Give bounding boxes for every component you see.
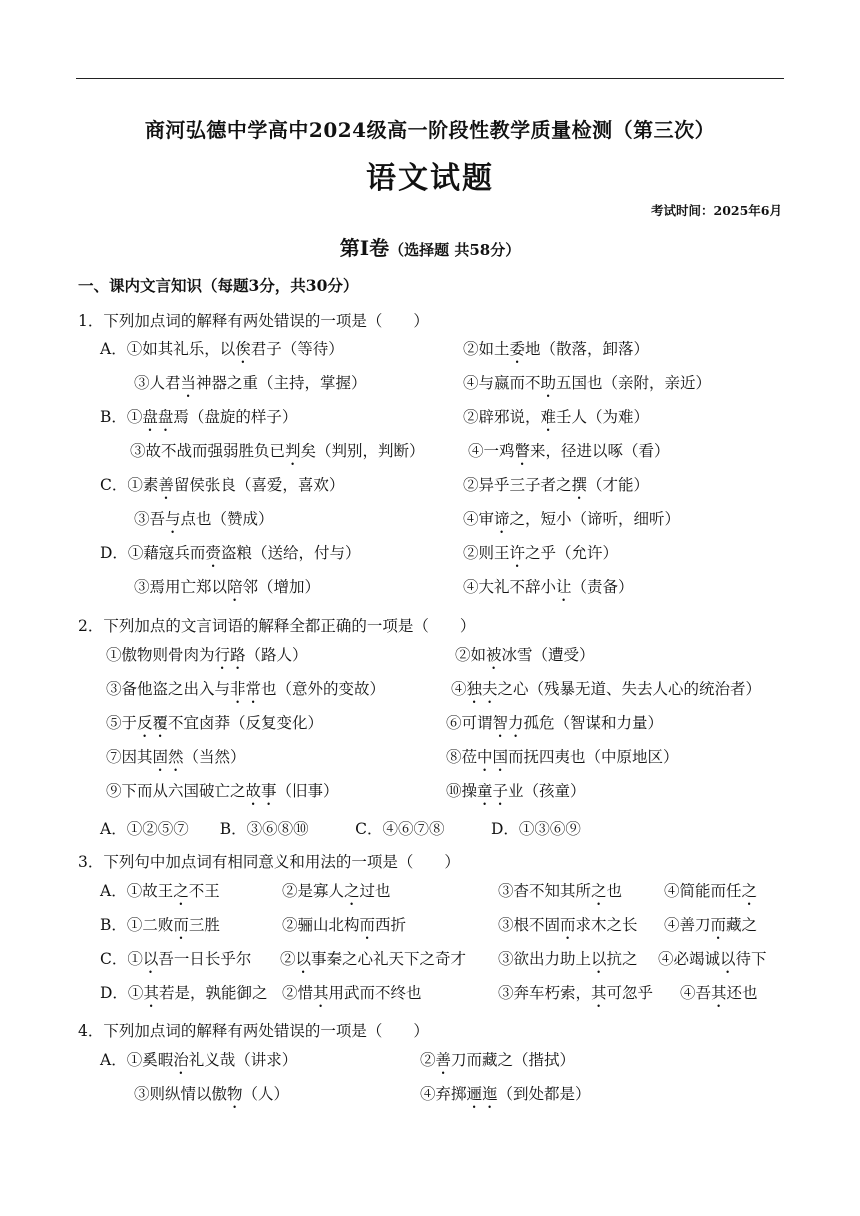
- q1-option-c-item-3: ③吾与点也（赞成）: [134, 510, 274, 528]
- q1-option-d-item-2: ②则王许之乎（允许）: [463, 544, 619, 562]
- q3-option-a-item-2: ②是寡人之过也: [282, 882, 391, 900]
- question-3-stem: 3．下列句中加点词有相同意义和用法的一项是（ ）: [78, 853, 460, 871]
- q2-item-4: ④独夫之心（残暴无道、失去人心的统治者）: [451, 680, 762, 698]
- q1-option-b-item-4: ④一鸡瞥来，径进以啄（看）: [468, 442, 670, 460]
- section-heading: 一、课内文言知识（每题3分，共30分）: [78, 276, 359, 295]
- q2-item-2: ②如被冰雪（遭受）: [455, 646, 595, 664]
- volume-heading: [0, 232, 860, 261]
- q1-option-a-item-2: ②如土委地（散落，卸落）: [463, 340, 650, 358]
- q2-item-8: ⑧莅中国而抚四夷也（中原地区）: [446, 748, 679, 766]
- q3-option-b-item-4: ④善刀而藏之: [664, 916, 758, 934]
- q1-option-b-item-3: ③故不战而强弱胜负已判矣（判别，判断）: [130, 442, 425, 460]
- q3-option-d-item-4: ④吾其还也: [680, 984, 758, 1002]
- exam-date: 考试时间：2025年6月: [651, 203, 782, 218]
- question-2-stem: 2．下列加点的文言词语的解释全都正确的一项是（ ）: [78, 617, 476, 635]
- q2-item-6: ⑥可谓智力孤危（智谋和力量）: [446, 714, 664, 732]
- q2-item-5: ⑤于反覆不宜卤莽（反复变化）: [106, 714, 324, 732]
- q2-item-1: ①傲物则骨肉为行路（路人）: [106, 646, 308, 664]
- q3-option-a-item-4: ④简能而任之: [664, 882, 758, 900]
- q1-option-d-item-4: ④大礼不辞小让（责备）: [463, 578, 634, 596]
- top-rule: [76, 78, 784, 79]
- subject-title: 语文试题: [366, 161, 494, 196]
- q3-option-c-item-2: ②以事秦之心礼天下之奇才: [280, 950, 467, 968]
- q4-option-a-item-4: ④弃掷逦迤（到处都是）: [420, 1085, 591, 1103]
- q1-option-d-item-1: D．①藉寇兵而赍盗粮（送给，付与）: [100, 544, 361, 562]
- q2-item-7: ⑦因其固然（当然）: [106, 748, 246, 766]
- question-4-stem: 4．下列加点词的解释有两处错误的一项是（ ）: [78, 1022, 429, 1040]
- q2-choices: A．①②⑤⑦ B．③⑥⑧⑩ C．④⑥⑦⑧ D．①③⑥⑨: [100, 820, 581, 838]
- q3-option-c-item-3: ③欲出力助上以抗之: [498, 950, 638, 968]
- question-1-stem: 1．下列加点词的解释有两处错误的一项是（ ）: [78, 312, 429, 330]
- q1-option-c-item-2: ②异乎三子者之撰（才能）: [463, 476, 650, 494]
- q3-option-b-item-2: ②骊山北构而西折: [282, 916, 407, 934]
- q1-option-b-item-1: B．①盘盘焉（盘旋的样子）: [100, 408, 298, 426]
- q3-option-c-item-1: C．①以吾一日长乎尔: [100, 950, 252, 968]
- q2-item-9: ⑨下而从六国破亡之故事（旧事）: [106, 782, 339, 800]
- q1-option-c-item-1: C．①素善留侯张良（喜爱，喜欢）: [100, 476, 345, 494]
- q1-option-c-item-4: ④审谛之，短小（谛听，细听）: [463, 510, 681, 528]
- q1-option-b-item-2: ②辟邪说，难壬人（为难）: [463, 408, 650, 426]
- q1-option-a-item-3: ③人君当神器之重（主持，掌握）: [134, 374, 367, 392]
- q3-option-d-item-3: ③奔车朽索，其可忽乎: [498, 984, 654, 1002]
- q4-option-a-item-3: ③则纵情以傲物（人）: [134, 1085, 290, 1103]
- q1-option-a-item-1: A．①如其礼乐，以俟君子（等待）: [100, 340, 344, 358]
- q3-option-d-item-2: ②惜其用武而不终也: [282, 984, 422, 1002]
- q3-option-a-item-1: A．①故王之不王: [100, 882, 220, 900]
- exam-title: 商河弘德中学高中2024级高一阶段性教学质量检测（第三次）: [144, 118, 716, 142]
- q3-option-c-item-4: ④必竭诚以待下: [658, 950, 767, 968]
- q2-item-10: ⑩操童子业（孩童）: [446, 782, 586, 800]
- volume-title: 第Ⅰ卷: [339, 236, 390, 260]
- volume-note: （选择题 共58分）: [389, 241, 521, 259]
- q3-option-a-item-3: ③杳不知其所之也: [498, 882, 623, 900]
- q1-option-d-item-3: ③焉用亡郑以陪邻（增加）: [134, 578, 321, 596]
- q1-option-a-item-4: ④与嬴而不助五国也（亲附，亲近）: [463, 374, 712, 392]
- q4-option-a-item-2: ②善刀而藏之（揩拭）: [420, 1051, 576, 1069]
- q2-item-3: ③备他盗之出入与非常也（意外的变故）: [106, 680, 386, 698]
- q3-option-b-item-1: B．①二败而三胜: [100, 916, 220, 934]
- q4-option-a-item-1: A．①奚暇治礼义哉（讲求）: [100, 1051, 298, 1069]
- q3-option-d-item-1: D．①其若是，孰能御之: [100, 984, 268, 1002]
- q3-option-b-item-3: ③根不固而求木之长: [498, 916, 638, 934]
